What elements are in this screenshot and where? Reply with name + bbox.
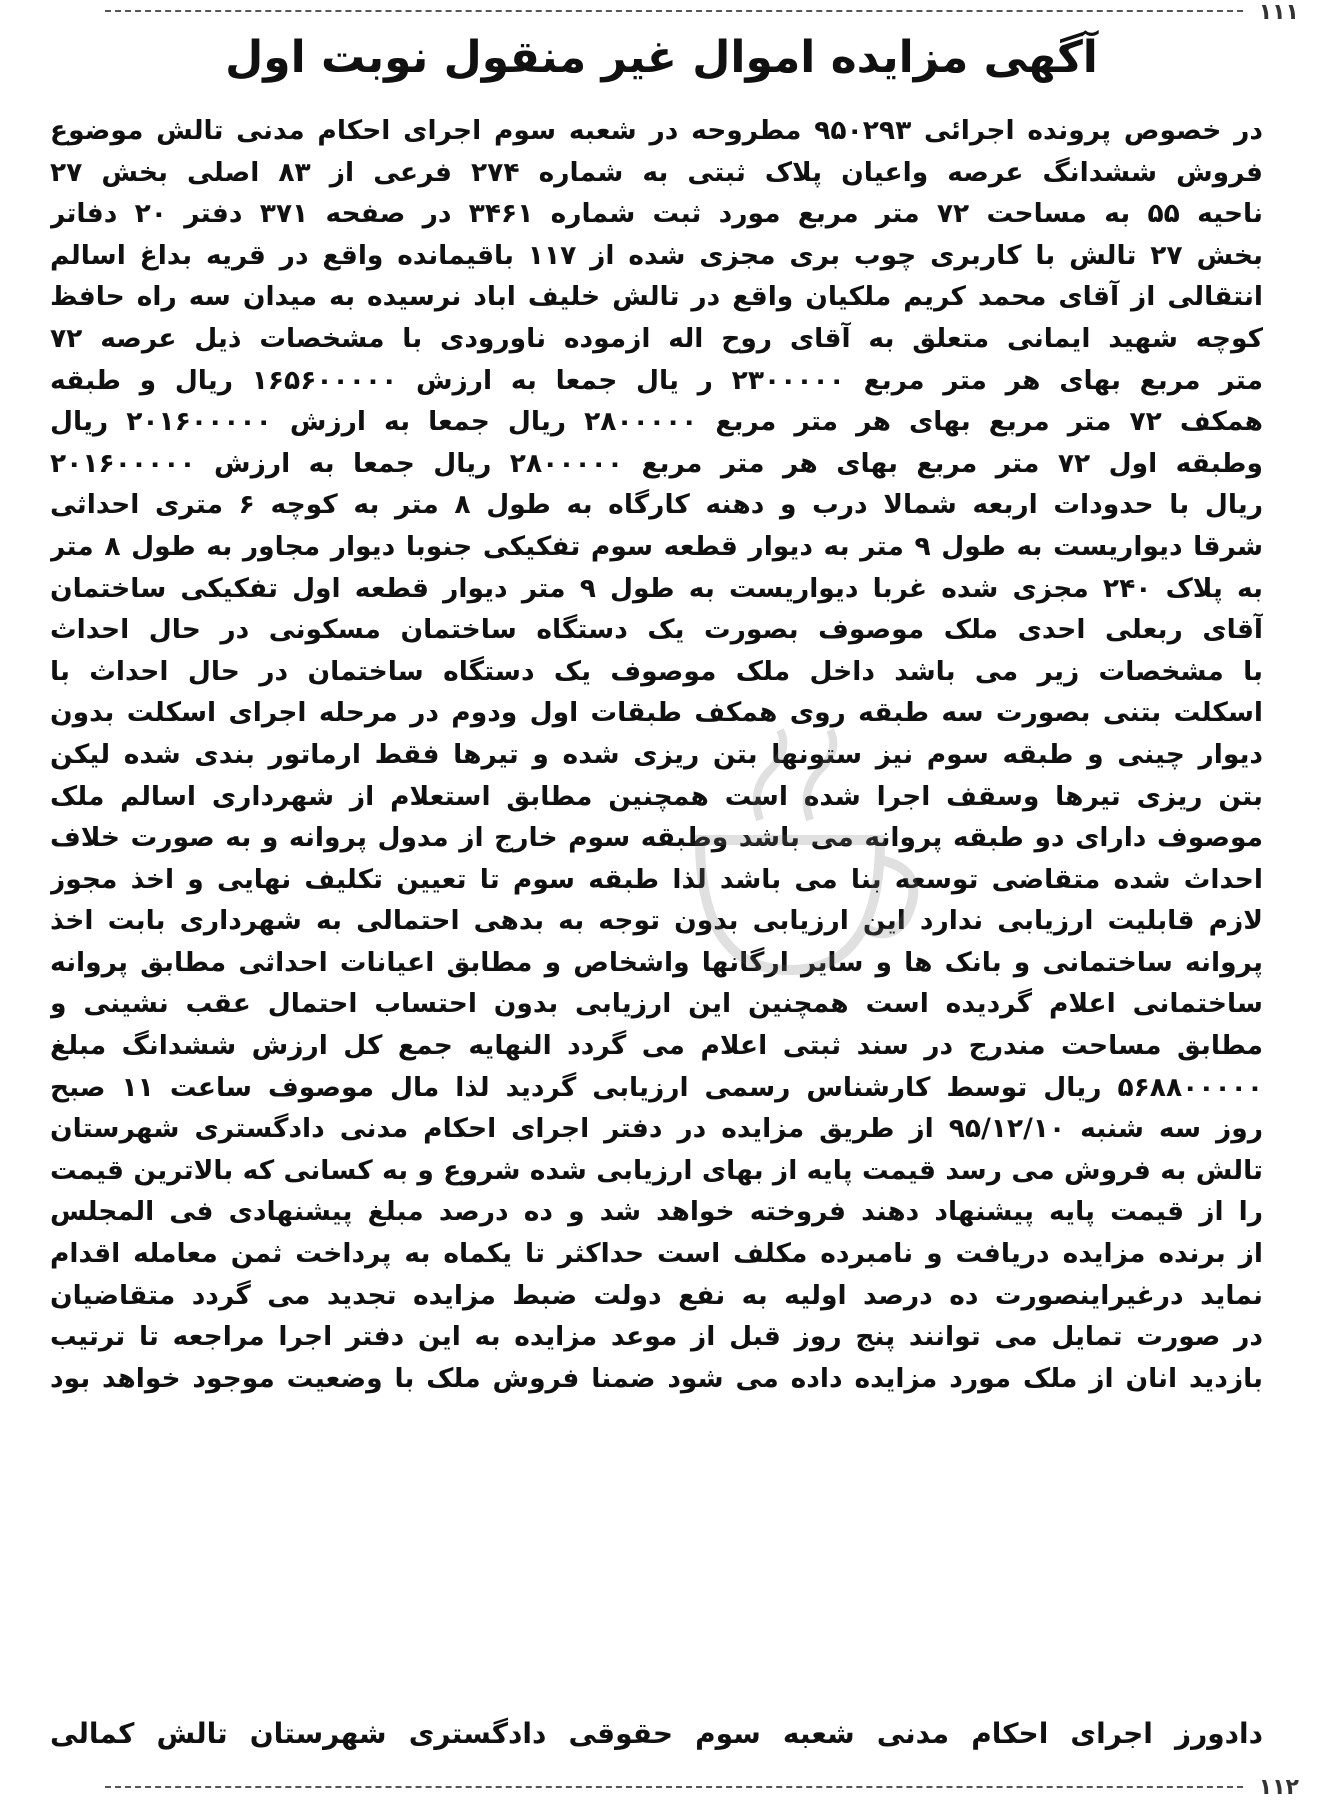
body-line: از برنده مزایده دریافت و نامبرده مکلف است حداکثر تا یکماه به پرداخت ثمن معامله اقدام: [50, 1238, 1263, 1270]
body-line: تالش به فروش می رسد قیمت پایه از بهای ارزیابی شده شروع و به کسانی که بالاترین قیمت: [50, 1154, 1263, 1186]
body-line: پروانه ساختمانی و بانک ها و سایر ارگانها واشخاص و مطابق اعیانات احداثی مطابق پروانه: [50, 946, 1263, 978]
body-line: در صورت تمایل می توانند پنج روز قبل از موعد مزایده به این دفتر اجرا مراجعه تا ترتیب: [50, 1321, 1263, 1353]
body-line: بخش ۲۷ تالش با کاربری چوب بری مجزی شده از ۱۱۷ باقیمانده واقع در قریه بداغ اسالم: [50, 239, 1263, 271]
bottom-dashed-separator: [105, 1786, 1243, 1788]
body-line: دیوار چینی و طبقه سوم نیز ستونها بتن ریزی شده و تیرها فقط ارماتور بندی شده لیکن: [50, 738, 1263, 770]
body-line: بازدید انان از ملک مورد مزایده داده می شود ضمنا فروش ملک با وضعیت موجود خواهد بود: [50, 1362, 1263, 1394]
body-line: در خصوص پرونده اجرائی ۹۵۰۲۹۳ مطروحه در شعبه سوم اجرای احکام مدنی تالش موضوع: [50, 115, 1263, 146]
body-line: ۵۶۸۸۰۰۰۰۰ ریال توسط کارشناس رسمی ارزیابی گردید لذا مال موصوف ساعت ۱۱ صبح: [50, 1071, 1263, 1103]
body-line: مطابق مساحت مندرج در سند ثبتی اعلام می گردد النهایه جمع کل ارزش ششدانگ مبلغ: [50, 1030, 1263, 1062]
body-line: اسکلت بتنی بصورت سه طبقه روی همکف طبقات اول ودوم در مرحله اجرای اسکلت بدون: [50, 697, 1263, 729]
body-line: احداث شده متقاضی توسعه بنا می باشد لذا طبقه سوم تا تعیین تکلیف نهایی و اخذ مجوز: [50, 863, 1263, 895]
body-line: روز سه شنبه ۹۵/۱۲/۱۰ از طریق مزایده در دفتر اجرای احکام مدنی دادگستری شهرستان: [50, 1113, 1263, 1145]
body-line: موصوف دارای دو طبقه پروانه می باشد وطبقه سوم خارج از مدول پروانه و به صورت خلاف: [50, 822, 1263, 854]
body-line: متر مربع بهای هر متر مربع ۲۳۰۰۰۰۰ ر یال جمعا به ارزش ۱۶۵۶۰۰۰۰۰ ریال و طبقه: [50, 364, 1263, 396]
body-line: نماید درغیراینصورت ده درصد اولیه به نفع دولت ضبط مزایده تجدید می گردد متقاضیان: [50, 1279, 1263, 1311]
body-line: به پلاک ۲۴۰ مجزی شده غربا دیواریست به طول ۹ متر دیوار قطعه اول تفکیکی ساختمان: [50, 572, 1263, 604]
body-line: لازم قابلیت ارزیابی ندارد این ارزیابی بدون توجه به بدهی احتمالی به شهرداری بابت اخذ: [50, 905, 1263, 937]
body-line: کوچه شهید ایمانی متعلق به آقای روح اله ازموده ناورودی با مشخصات ذیل عرصه ۷۲: [50, 322, 1263, 354]
notice-signature: دادورز اجرای احکام مدنی شعبه سوم حقوقی دادگستری شهرستان تالش کمالی: [50, 1717, 1263, 1750]
body-line: ریال با حدودات اربعه شمالا درب و دهنه کارگاه به طول ۸ متر به کوچه ۶ متری احداثی: [50, 489, 1263, 521]
body-line: همکف ۷۲ متر مربع بهای هر متر مربع ۲۸۰۰۰۰۰ ریال جمعا به ارزش ۲۰۱۶۰۰۰۰۰ ریال: [50, 406, 1263, 438]
body-line: وطبقه اول ۷۲ متر مربع بهای هر متر مربع ۲۸۰۰۰۰۰ ریال جمعا به ارزش ۲۰۱۶۰۰۰۰۰: [50, 447, 1263, 479]
top-dashed-separator: [105, 10, 1243, 12]
body-line: با مشخصات زیر می باشد داخل ملک موصوف یک دستگاه ساختمان در حال احداث با: [50, 655, 1263, 687]
body-line: آقای ربعلی احدی ملک موصوف بصورت یک دستگاه ساختمان مسکونی در حال احداث: [50, 614, 1263, 646]
body-line: فروش ششدانگ عرصه واعیان پلاک ثبتی به شماره ۲۷۴ فرعی از ۸۳ اصلی بخش ۲۷: [50, 156, 1263, 188]
page-number-top: ۱۱۱: [1258, 0, 1299, 25]
page-number-bottom: ۱۱۲: [1258, 1775, 1299, 1800]
body-line: شرقا دیواریست به طول ۹ متر به دیوار قطعه سوم تفکیکی جنوبا دیوار مجاور به طول ۸ متر: [50, 530, 1263, 562]
notice-body: [50, 110, 1263, 1399]
body-line: ساختمانی اعلام گردیده است همچنین این ارزیابی بدون احتساب احتمال عقب نشینی و: [50, 988, 1263, 1020]
body-line: انتقالی از آقای محمد کریم ملکیان واقع در تالش خلیف اباد نرسیده به میدان سه راه حافظ: [50, 281, 1263, 313]
notice-title: آگهی مزایده اموال غیر منقول نوبت اول: [225, 32, 1098, 83]
body-line: ناحیه ۵۵ به مساحت ۷۲ متر مربع مورد ثبت شماره ۳۴۶۱ در صفحه ۳۷۱ دفتر ۲۰ دفاتر: [50, 198, 1263, 230]
body-line: را از قیمت پایه پیشنهاد دهند فروخته خواهد شد و ده درصد مبلغ پیشنهادی فی المجلس: [50, 1196, 1263, 1228]
body-line: بتن ریزی تیرها وسقف اجرا شده است همچنین مطابق استعلام از شهرداری اسالم ملک: [50, 780, 1263, 812]
